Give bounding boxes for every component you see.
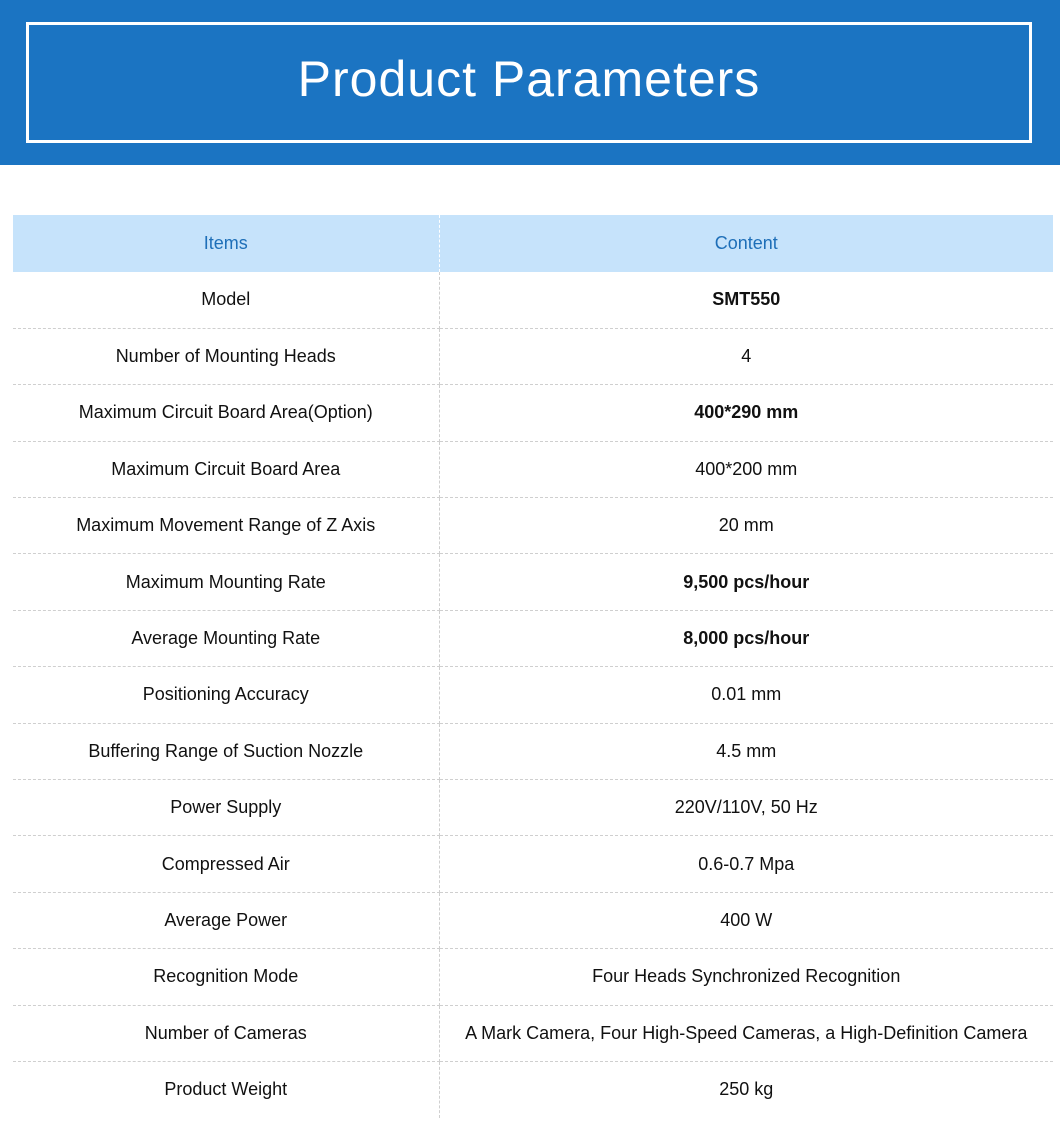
table-row bbox=[13, 328, 1053, 384]
table-row bbox=[13, 441, 1053, 497]
table-row bbox=[13, 385, 1053, 441]
table-row bbox=[13, 667, 1053, 723]
row-item-label: Number of Mounting Heads bbox=[13, 328, 439, 384]
row-content-value: 20 mm bbox=[439, 498, 1053, 554]
row-content-value: A Mark Camera, Four High-Speed Cameras, a High-Definition Camera bbox=[439, 1005, 1053, 1061]
table-row bbox=[13, 780, 1053, 836]
row-item-label: Buffering Range of Suction Nozzle bbox=[13, 723, 439, 779]
row-item-label: Average Power bbox=[13, 892, 439, 948]
row-content-value: 0.01 mm bbox=[439, 667, 1053, 723]
row-content-value: 8,000 pcs/hour bbox=[439, 610, 1053, 666]
table-row bbox=[13, 1061, 1053, 1117]
row-content-value: 250 kg bbox=[719, 1079, 774, 1100]
row-content-value: 4.5 mm bbox=[439, 723, 1053, 779]
table-row bbox=[13, 723, 1053, 779]
table-row bbox=[13, 949, 1053, 1005]
row-content-value: 220V/110V, 50 Hz bbox=[439, 780, 1053, 836]
row-content-value: Four Heads Synchronized Recognition bbox=[439, 949, 1053, 1005]
row-item-label: Recognition Mode bbox=[13, 949, 439, 1005]
table-row bbox=[13, 892, 1053, 948]
row-item-label: Maximum Circuit Board Area(Option) bbox=[13, 385, 439, 441]
parameters-table bbox=[13, 215, 1053, 1118]
header-content: Content bbox=[439, 215, 1053, 272]
row-item-label: Maximum Movement Range of Z Axis bbox=[13, 498, 439, 554]
row-content-value: 9,500 pcs/hour bbox=[439, 554, 1053, 610]
banner-frame bbox=[26, 22, 1032, 143]
row-content-value: 400*200 mm bbox=[439, 441, 1053, 497]
row-item-label: Power Supply bbox=[13, 780, 439, 836]
table-row bbox=[13, 554, 1053, 610]
page-title: Product Parameters bbox=[297, 50, 761, 107]
row-content-value: 400 W bbox=[439, 892, 1053, 948]
row-content-value: 0.6-0.7 Mpa bbox=[439, 836, 1053, 892]
row-content-value: 400*290 mm bbox=[439, 385, 1053, 441]
row-item-label: Maximum Mounting Rate bbox=[13, 554, 439, 610]
row-item-label: Average Mounting Rate bbox=[13, 610, 439, 666]
banner bbox=[0, 0, 1060, 165]
row-item-label: Product Weight bbox=[13, 1061, 439, 1117]
table-header-row bbox=[13, 215, 1053, 272]
row-item-label: Maximum Circuit Board Area bbox=[13, 441, 439, 497]
row-content-value: SMT550 bbox=[439, 272, 1053, 328]
table-row bbox=[13, 836, 1053, 892]
row-item-label: Model bbox=[13, 272, 439, 328]
header-items: Items bbox=[13, 215, 439, 272]
table-row bbox=[13, 610, 1053, 666]
row-item-label: Positioning Accuracy bbox=[13, 667, 439, 723]
table-body bbox=[13, 272, 1053, 1118]
table-row bbox=[13, 272, 1053, 328]
row-item-label: Number of Cameras bbox=[13, 1005, 439, 1061]
row-item-label: Compressed Air bbox=[13, 836, 439, 892]
table-row bbox=[13, 498, 1053, 554]
table-row bbox=[13, 1005, 1053, 1061]
row-content-value: 4 bbox=[439, 328, 1053, 384]
